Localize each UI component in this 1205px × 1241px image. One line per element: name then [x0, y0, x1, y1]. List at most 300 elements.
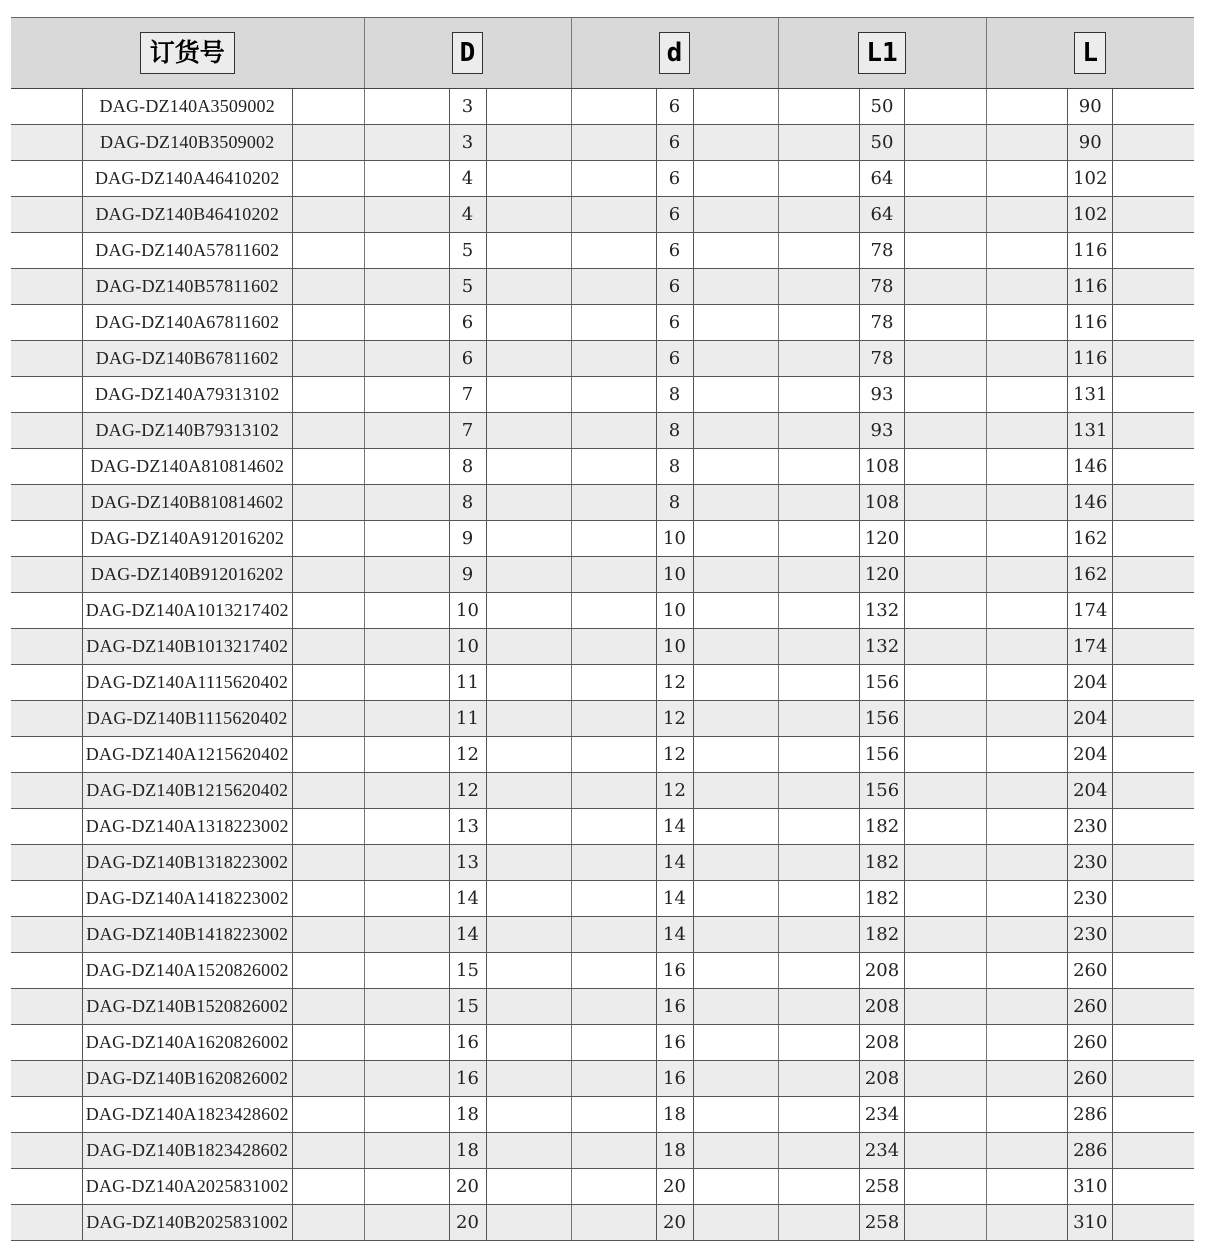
cell-value: 50 — [859, 89, 905, 124]
cell-value: 174 — [1067, 593, 1113, 628]
cell-value: 156 — [859, 773, 905, 808]
d-shank-cell — [571, 1133, 778, 1169]
cell-value: 90 — [1067, 125, 1113, 160]
cell-value: 10 — [656, 557, 694, 592]
cell-value: DAG-DZ140A2025831002 — [82, 1169, 293, 1204]
cell-value: 204 — [1067, 701, 1113, 736]
cell-value: 10 — [656, 629, 694, 664]
cell-value: DAG-DZ140B1115620402 — [82, 701, 293, 736]
cell-value: 12 — [656, 737, 694, 772]
l-cell — [986, 773, 1194, 809]
d-shank-cell — [571, 377, 778, 413]
cell-value: DAG-DZ140B57811602 — [82, 269, 293, 304]
l-cell — [986, 233, 1194, 269]
cell-value: 146 — [1067, 485, 1113, 520]
l1-cell — [778, 197, 986, 233]
l1-cell — [778, 449, 986, 485]
header-label: 订货号 — [140, 32, 235, 74]
cell-value: DAG-DZ140B1318223002 — [82, 845, 293, 880]
table-row — [11, 1133, 1194, 1169]
l-cell — [986, 1169, 1194, 1205]
cell-value: 230 — [1067, 917, 1113, 952]
cell-value: DAG-DZ140A1215620402 — [82, 737, 293, 772]
cell-value: DAG-DZ140A1620826002 — [82, 1025, 293, 1060]
d-shank-cell — [571, 1205, 778, 1241]
table-row — [11, 161, 1194, 197]
order-number-cell — [11, 413, 364, 449]
d-shank-cell — [571, 881, 778, 917]
d-outer-cell — [364, 1169, 571, 1205]
d-outer-cell — [364, 953, 571, 989]
l-cell — [986, 989, 1194, 1025]
table-row — [11, 737, 1194, 773]
d-outer-cell — [364, 989, 571, 1025]
header-label: L1 — [858, 32, 905, 74]
l1-cell — [778, 809, 986, 845]
d-outer-cell — [364, 269, 571, 305]
cell-value: 20 — [449, 1205, 487, 1240]
order-number-cell — [11, 1025, 364, 1061]
d-outer-cell — [364, 701, 571, 737]
table-row — [11, 773, 1194, 809]
l1-cell — [778, 521, 986, 557]
cell-value: 4 — [449, 161, 487, 196]
cell-value: 132 — [859, 629, 905, 664]
table-row — [11, 809, 1194, 845]
order-number-cell — [11, 1097, 364, 1133]
l-cell — [986, 737, 1194, 773]
l-cell — [986, 953, 1194, 989]
d-shank-cell — [571, 197, 778, 233]
order-number-cell — [11, 1061, 364, 1097]
cell-value: 230 — [1067, 881, 1113, 916]
cell-value: 234 — [859, 1097, 905, 1132]
d-shank-cell — [571, 953, 778, 989]
cell-value: 7 — [449, 377, 487, 412]
cell-value: 16 — [656, 1061, 694, 1096]
l-cell — [986, 485, 1194, 521]
cell-value: 16 — [449, 1025, 487, 1060]
cell-value: 208 — [859, 1025, 905, 1060]
l-cell — [986, 629, 1194, 665]
cell-value: 12 — [656, 701, 694, 736]
cell-value: 13 — [449, 809, 487, 844]
l1-cell — [778, 629, 986, 665]
d-shank-cell — [571, 305, 778, 341]
cell-value: 78 — [859, 305, 905, 340]
d-outer-cell — [364, 1133, 571, 1169]
table-row — [11, 305, 1194, 341]
cell-value: 6 — [656, 305, 694, 340]
cell-value: 116 — [1067, 305, 1113, 340]
d-shank-cell — [571, 665, 778, 701]
cell-value: 6 — [449, 341, 487, 376]
l-cell — [986, 593, 1194, 629]
d-outer-cell — [364, 413, 571, 449]
cell-value: 8 — [656, 485, 694, 520]
cell-value: 8 — [449, 485, 487, 520]
d-shank-cell — [571, 593, 778, 629]
d-outer-cell — [364, 1061, 571, 1097]
cell-value: 120 — [859, 521, 905, 556]
d-outer-cell — [364, 521, 571, 557]
cell-value: 16 — [656, 953, 694, 988]
d-outer-cell — [364, 917, 571, 953]
order-number-cell — [11, 1169, 364, 1205]
l1-cell — [778, 989, 986, 1025]
cell-value: 16 — [449, 1061, 487, 1096]
cell-value: 310 — [1067, 1205, 1113, 1240]
cell-value: 132 — [859, 593, 905, 628]
l1-cell — [778, 917, 986, 953]
cell-value: 182 — [859, 917, 905, 952]
cell-value: 3 — [449, 89, 487, 124]
d-shank-cell — [571, 845, 778, 881]
header-label: d — [659, 32, 691, 74]
order-number-cell — [11, 593, 364, 629]
header-l — [986, 18, 1194, 89]
cell-value: DAG-DZ140B1823428602 — [82, 1133, 293, 1168]
cell-value: 16 — [656, 1025, 694, 1060]
cell-value: 208 — [859, 989, 905, 1024]
cell-value: 208 — [859, 1061, 905, 1096]
cell-value: DAG-DZ140A1013217402 — [82, 593, 293, 628]
l1-cell — [778, 269, 986, 305]
cell-value: 8 — [656, 449, 694, 484]
header-d-shank — [571, 18, 778, 89]
order-number-cell — [11, 953, 364, 989]
table-body — [11, 89, 1194, 1241]
l-cell — [986, 1025, 1194, 1061]
cell-value: 14 — [449, 917, 487, 952]
d-outer-cell — [364, 449, 571, 485]
table-row — [11, 1061, 1194, 1097]
l1-cell — [778, 233, 986, 269]
table-row — [11, 269, 1194, 305]
cell-value: DAG-DZ140B67811602 — [82, 341, 293, 376]
cell-value: DAG-DZ140B3509002 — [82, 125, 293, 160]
table-row — [11, 1097, 1194, 1133]
cell-value: 162 — [1067, 521, 1113, 556]
cell-value: DAG-DZ140A57811602 — [82, 233, 293, 268]
cell-value: 230 — [1067, 809, 1113, 844]
l-cell — [986, 557, 1194, 593]
order-number-cell — [11, 449, 364, 485]
l-cell — [986, 305, 1194, 341]
cell-value: 10 — [449, 629, 487, 664]
table-row — [11, 557, 1194, 593]
order-number-cell — [11, 485, 364, 521]
l1-cell — [778, 1025, 986, 1061]
cell-value: 102 — [1067, 161, 1113, 196]
cell-value: 78 — [859, 341, 905, 376]
order-number-cell — [11, 161, 364, 197]
table-row — [11, 485, 1194, 521]
cell-value: 14 — [656, 845, 694, 880]
table-row — [11, 1205, 1194, 1241]
d-shank-cell — [571, 809, 778, 845]
header-row — [11, 18, 1194, 89]
header-label: D — [452, 32, 484, 74]
l-cell — [986, 1061, 1194, 1097]
order-number-cell — [11, 269, 364, 305]
cell-value: 204 — [1067, 773, 1113, 808]
table-row — [11, 197, 1194, 233]
cell-value: 102 — [1067, 197, 1113, 232]
cell-value: 162 — [1067, 557, 1113, 592]
cell-value: 6 — [656, 341, 694, 376]
cell-value: 9 — [449, 521, 487, 556]
cell-value: 64 — [859, 197, 905, 232]
cell-value: 64 — [859, 161, 905, 196]
l-cell — [986, 89, 1194, 125]
cell-value: 260 — [1067, 989, 1113, 1024]
order-number-cell — [11, 917, 364, 953]
cell-value: 18 — [656, 1133, 694, 1168]
cell-value: 93 — [859, 377, 905, 412]
d-shank-cell — [571, 701, 778, 737]
cell-value: 204 — [1067, 737, 1113, 772]
cell-value: DAG-DZ140B2025831002 — [82, 1205, 293, 1240]
l1-cell — [778, 413, 986, 449]
d-shank-cell — [571, 1169, 778, 1205]
cell-value: 174 — [1067, 629, 1113, 664]
cell-value: DAG-DZ140B1620826002 — [82, 1061, 293, 1096]
l1-cell — [778, 1061, 986, 1097]
l1-cell — [778, 593, 986, 629]
cell-value: 258 — [859, 1169, 905, 1204]
cell-value: 10 — [656, 593, 694, 628]
cell-value: 6 — [449, 305, 487, 340]
d-outer-cell — [364, 125, 571, 161]
table-row — [11, 989, 1194, 1025]
cell-value: 7 — [449, 413, 487, 448]
cell-value: 20 — [656, 1169, 694, 1204]
cell-value: 6 — [656, 197, 694, 232]
header-order-number — [11, 18, 364, 89]
d-outer-cell — [364, 161, 571, 197]
d-shank-cell — [571, 269, 778, 305]
d-shank-cell — [571, 125, 778, 161]
cell-value: 18 — [656, 1097, 694, 1132]
header-d-outer — [364, 18, 571, 89]
d-outer-cell — [364, 485, 571, 521]
l-cell — [986, 701, 1194, 737]
order-number-cell — [11, 233, 364, 269]
order-number-cell — [11, 521, 364, 557]
cell-value: DAG-DZ140A1115620402 — [82, 665, 293, 700]
l1-cell — [778, 701, 986, 737]
table-row — [11, 341, 1194, 377]
cell-value: 14 — [656, 809, 694, 844]
l1-cell — [778, 1133, 986, 1169]
d-outer-cell — [364, 305, 571, 341]
table-row — [11, 377, 1194, 413]
order-number-cell — [11, 1205, 364, 1241]
l1-cell — [778, 1097, 986, 1133]
d-shank-cell — [571, 233, 778, 269]
cell-value: 182 — [859, 845, 905, 880]
l1-cell — [778, 485, 986, 521]
d-outer-cell — [364, 665, 571, 701]
cell-value: 156 — [859, 701, 905, 736]
order-number-cell — [11, 1133, 364, 1169]
cell-value: 230 — [1067, 845, 1113, 880]
cell-value: 260 — [1067, 953, 1113, 988]
l-cell — [986, 845, 1194, 881]
cell-value: 5 — [449, 233, 487, 268]
cell-value: 6 — [656, 233, 694, 268]
l1-cell — [778, 377, 986, 413]
cell-value: 131 — [1067, 413, 1113, 448]
l1-cell — [778, 341, 986, 377]
cell-value: 14 — [656, 917, 694, 952]
cell-value: 6 — [656, 89, 694, 124]
l-cell — [986, 809, 1194, 845]
cell-value: 78 — [859, 269, 905, 304]
cell-value: 8 — [449, 449, 487, 484]
cell-value: 260 — [1067, 1025, 1113, 1060]
d-outer-cell — [364, 773, 571, 809]
l-cell — [986, 881, 1194, 917]
cell-value: DAG-DZ140A1520826002 — [82, 953, 293, 988]
cell-value: 6 — [656, 161, 694, 196]
cell-value: 286 — [1067, 1133, 1113, 1168]
header-label: L — [1074, 32, 1106, 74]
cell-value: 12 — [656, 665, 694, 700]
order-number-cell — [11, 701, 364, 737]
d-outer-cell — [364, 737, 571, 773]
d-shank-cell — [571, 341, 778, 377]
cell-value: 120 — [859, 557, 905, 592]
order-number-cell — [11, 341, 364, 377]
cell-value: 13 — [449, 845, 487, 880]
cell-value: 258 — [859, 1205, 905, 1240]
cell-value: 12 — [449, 773, 487, 808]
header-l1 — [778, 18, 986, 89]
l1-cell — [778, 773, 986, 809]
table-row — [11, 449, 1194, 485]
order-number-cell — [11, 737, 364, 773]
table-row — [11, 917, 1194, 953]
l1-cell — [778, 89, 986, 125]
order-number-cell — [11, 377, 364, 413]
cell-value: 15 — [449, 989, 487, 1024]
cell-value: 4 — [449, 197, 487, 232]
order-number-cell — [11, 881, 364, 917]
order-number-cell — [11, 125, 364, 161]
cell-value: 15 — [449, 953, 487, 988]
cell-value: 78 — [859, 233, 905, 268]
d-outer-cell — [364, 341, 571, 377]
d-shank-cell — [571, 629, 778, 665]
cell-value: DAG-DZ140A79313102 — [82, 377, 293, 412]
d-outer-cell — [364, 197, 571, 233]
cell-value: DAG-DZ140A67811602 — [82, 305, 293, 340]
order-number-cell — [11, 989, 364, 1025]
order-number-cell — [11, 665, 364, 701]
cell-value: 5 — [449, 269, 487, 304]
order-number-cell — [11, 305, 364, 341]
table-header — [11, 18, 1194, 89]
cell-value: DAG-DZ140B912016202 — [82, 557, 293, 592]
l1-cell — [778, 845, 986, 881]
table-row — [11, 1169, 1194, 1205]
d-outer-cell — [364, 629, 571, 665]
l-cell — [986, 917, 1194, 953]
table-row — [11, 413, 1194, 449]
table-row — [11, 701, 1194, 737]
l1-cell — [778, 557, 986, 593]
cell-value: DAG-DZ140B46410202 — [82, 197, 293, 232]
cell-value: DAG-DZ140A1418223002 — [82, 881, 293, 916]
l-cell — [986, 197, 1194, 233]
d-shank-cell — [571, 989, 778, 1025]
l1-cell — [778, 1205, 986, 1241]
cell-value: 204 — [1067, 665, 1113, 700]
l1-cell — [778, 305, 986, 341]
d-outer-cell — [364, 845, 571, 881]
cell-value: 6 — [656, 269, 694, 304]
l-cell — [986, 1133, 1194, 1169]
cell-value: 12 — [656, 773, 694, 808]
d-outer-cell — [364, 89, 571, 125]
order-number-cell — [11, 89, 364, 125]
d-outer-cell — [364, 1205, 571, 1241]
cell-value: 234 — [859, 1133, 905, 1168]
d-shank-cell — [571, 89, 778, 125]
cell-value: 16 — [656, 989, 694, 1024]
cell-value: 3 — [449, 125, 487, 160]
l-cell — [986, 341, 1194, 377]
cell-value: DAG-DZ140A810814602 — [82, 449, 293, 484]
cell-value: 90 — [1067, 89, 1113, 124]
cell-value: 182 — [859, 809, 905, 844]
cell-value: DAG-DZ140B79313102 — [82, 413, 293, 448]
cell-value: 20 — [449, 1169, 487, 1204]
cell-value: 182 — [859, 881, 905, 916]
cell-value: 12 — [449, 737, 487, 772]
cell-value: 10 — [449, 593, 487, 628]
d-shank-cell — [571, 1025, 778, 1061]
table-row — [11, 665, 1194, 701]
cell-value: 286 — [1067, 1097, 1113, 1132]
cell-value: 310 — [1067, 1169, 1113, 1204]
cell-value: DAG-DZ140A1823428602 — [82, 1097, 293, 1132]
d-shank-cell — [571, 557, 778, 593]
cell-value: 108 — [859, 485, 905, 520]
cell-value: 8 — [656, 377, 694, 412]
table-row — [11, 233, 1194, 269]
cell-value: 10 — [656, 521, 694, 556]
l1-cell — [778, 161, 986, 197]
d-shank-cell — [571, 1097, 778, 1133]
cell-value: 93 — [859, 413, 905, 448]
d-shank-cell — [571, 1061, 778, 1097]
d-shank-cell — [571, 773, 778, 809]
table-row — [11, 1025, 1194, 1061]
cell-value: DAG-DZ140A46410202 — [82, 161, 293, 196]
table-row — [11, 881, 1194, 917]
cell-value: 14 — [449, 881, 487, 916]
l-cell — [986, 665, 1194, 701]
cell-value: 260 — [1067, 1061, 1113, 1096]
l-cell — [986, 413, 1194, 449]
cell-value: 156 — [859, 665, 905, 700]
cell-value: 108 — [859, 449, 905, 484]
l1-cell — [778, 881, 986, 917]
d-shank-cell — [571, 917, 778, 953]
